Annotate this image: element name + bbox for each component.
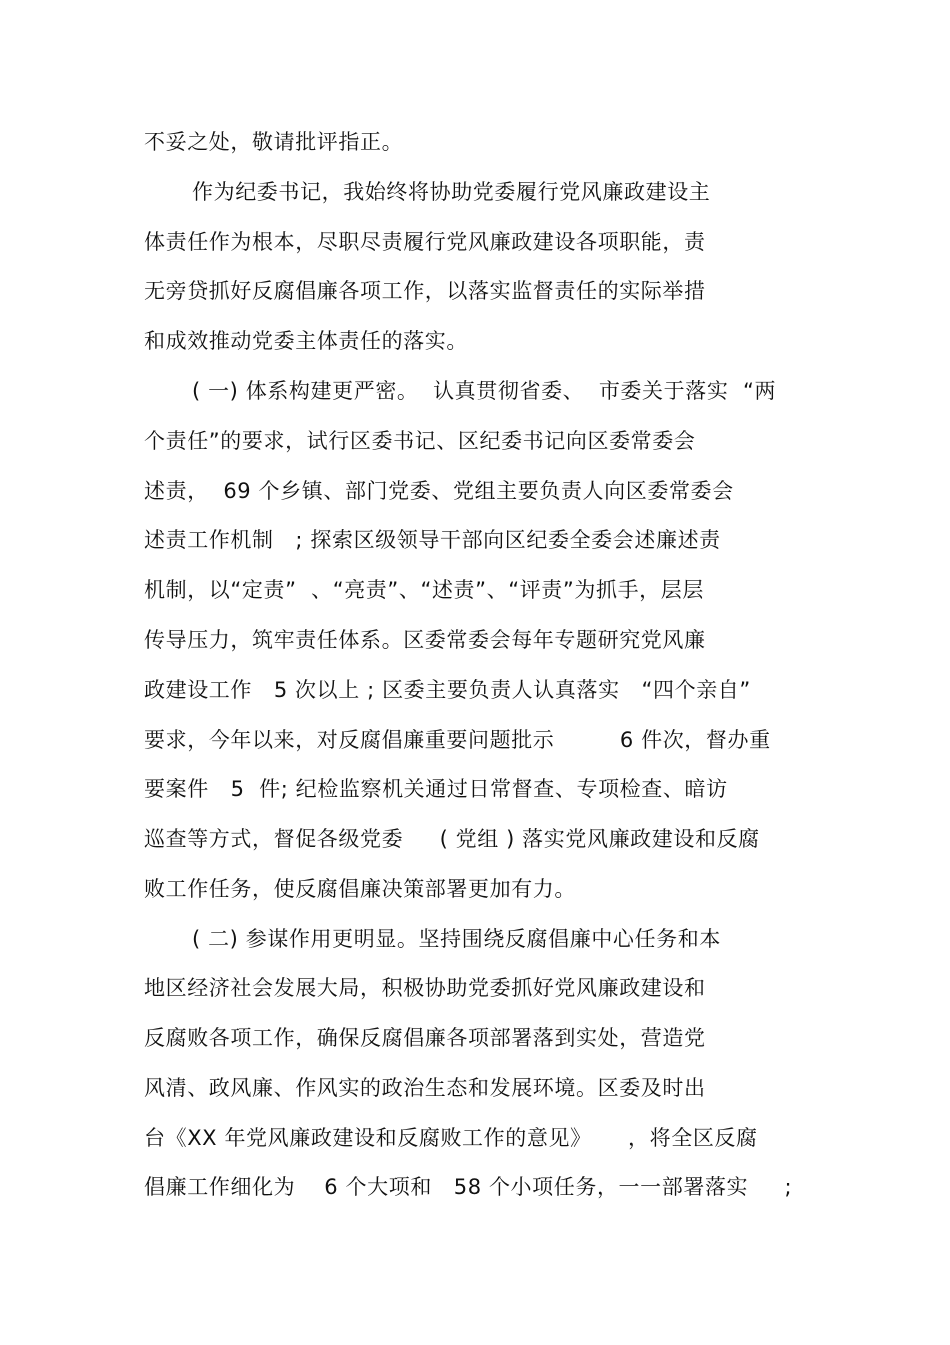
- text-line: 无旁贷抓好反腐倡廉各项工作，以落实监督责任的实际举措: [144, 279, 706, 303]
- text-line: ( 一) 体系构建更严密。 认真贯彻省委、 市委关于落实 “两: [192, 379, 777, 403]
- text-line: 传导压力，筑牢责任体系。区委常委会每年专题研究党风廉: [144, 628, 706, 652]
- text-line: 个责任”的要求，试行区委书记、区纪委书记向区委常委会: [144, 429, 696, 453]
- text-line: 机制，以“定责” 、“亮责”、“述责”、“评责”为抓手，层层: [144, 578, 704, 602]
- text-line: 巡查等方式，督促各级党委 ( 党组 ) 落实党风廉政建设和反腐: [144, 827, 760, 851]
- text-line: 不妥之处，敬请批评指正。: [144, 130, 404, 154]
- text-line: 政建设工作 5 次以上 ; 区委主要负责人认真落实 “四个亲自”: [144, 678, 751, 702]
- text-line: 风清、政风廉、作风实的政治生态和发展环境。区委及时出: [144, 1076, 706, 1100]
- text-line: 败工作任务，使反腐倡廉决策部署更加有力。: [144, 877, 576, 901]
- text-line: 地区经济社会发展大局，积极协助党委抓好党风廉政建设和: [144, 976, 706, 1000]
- text-line: 和成效推动党委主体责任的落实。: [144, 329, 468, 353]
- text-line: 倡廉工作细化为 6 个大项和 58 个小项任务，一一部署落实 ;: [144, 1175, 793, 1199]
- text-line: 述责， 69 个乡镇、部门党委、党组主要负责人向区委常委会: [144, 479, 734, 503]
- text-line: 述责工作机制 ; 探索区级领导干部向区纪委全委会述廉述责: [144, 528, 721, 552]
- text-line: 台《XX 年党风廉政建设和反腐败工作的意见》 ，将全区反腐: [144, 1126, 758, 1150]
- text-line: 反腐败各项工作，确保反腐倡廉各项部署落到实处，营造党: [144, 1026, 706, 1050]
- text-line: 要案件 5 件; 纪检监察机关通过日常督查、专项检查、暗访: [144, 777, 728, 801]
- text-line: 作为纪委书记，我始终将协助党委履行党风廉政建设主: [192, 180, 711, 204]
- text-line: 体责任作为根本，尽职尽责履行党风廉政建设各项职能，责: [144, 230, 706, 254]
- text-line: ( 二) 参谋作用更明显。坚持围绕反腐倡廉中心任务和本: [192, 927, 721, 951]
- text-line: 要求，今年以来，对反腐倡廉重要问题批示 6 件次，督办重: [144, 728, 771, 752]
